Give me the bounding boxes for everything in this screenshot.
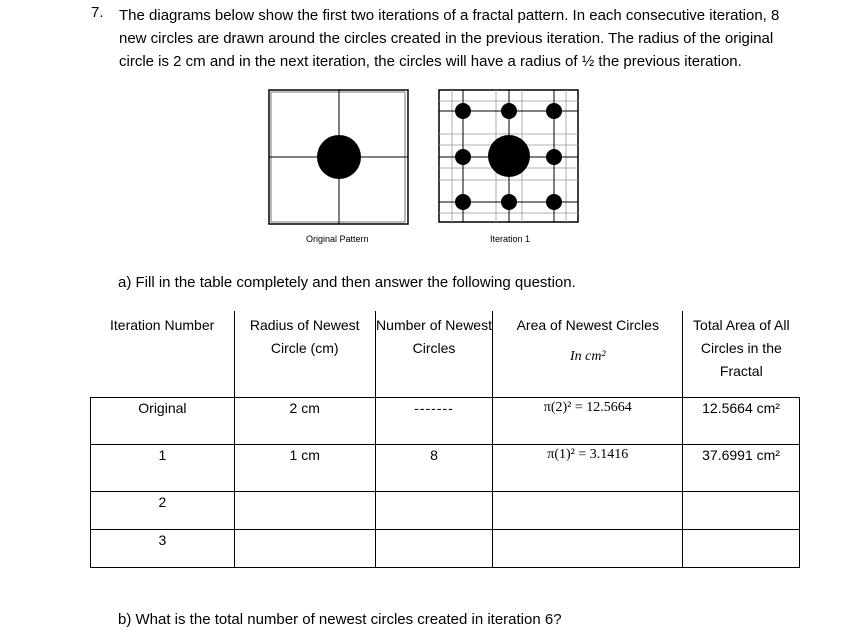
new-circle xyxy=(455,149,471,165)
header-total-area: Total Area of All Circles in the Fractal xyxy=(683,311,800,398)
header-radius: Radius of Newest Circle (cm) xyxy=(234,311,375,398)
cell-radius: 2 cm xyxy=(234,398,375,445)
original-circle xyxy=(488,135,530,177)
part-a-instruction: a) Fill in the table completely and then answer the following question. xyxy=(118,274,576,291)
iteration1-figure xyxy=(438,89,580,224)
cell-radius: 1 cm xyxy=(234,445,375,492)
cell-total[interactable] xyxy=(683,492,800,530)
question-text: The diagrams below show the first two iterations of a fractal pattern. In each consecutive iteration, 8 new circles are drawn around the circles created in the previous iteration. The radius of the original circle is 2 cm and in the next iteration, the circles will have a radius of ½ the previous iteration. xyxy=(119,7,780,70)
new-circle xyxy=(501,194,517,210)
new-circle xyxy=(546,149,562,165)
original-pattern-figure xyxy=(268,89,410,226)
part-b-question: b) What is the total number of newest circles created in iteration 6? xyxy=(118,611,562,628)
cell-iteration: 2 xyxy=(91,492,235,530)
cell-total: 37.6991 cm² xyxy=(683,445,800,492)
cell-radius[interactable] xyxy=(234,492,375,530)
header-iteration-number: Iteration Number xyxy=(91,311,235,398)
cell-area: π(2)² = 12.5664 xyxy=(493,398,683,445)
cell-count: ------- xyxy=(375,398,493,445)
cell-radius[interactable] xyxy=(234,530,375,568)
table-row xyxy=(91,530,800,568)
new-circle xyxy=(546,103,562,119)
cell-iteration: Original xyxy=(91,398,235,445)
cell-count[interactable] xyxy=(375,530,493,568)
table-row xyxy=(91,492,800,530)
cell-iteration: 1 xyxy=(91,445,235,492)
new-circle xyxy=(546,194,562,210)
table-header-row xyxy=(91,311,800,398)
original-circle xyxy=(317,135,361,179)
table-row xyxy=(91,445,800,492)
header-area-label: Area of Newest Circles xyxy=(516,317,659,333)
question-number: 7. xyxy=(91,4,104,21)
table-row xyxy=(91,398,800,445)
cell-count: 8 xyxy=(375,445,493,492)
header-area xyxy=(493,311,683,398)
header-area-unit: In cm² xyxy=(569,349,606,364)
cell-total[interactable] xyxy=(683,530,800,568)
header-number-of-circles: Number of Newest Circles xyxy=(375,311,493,398)
fractal-table xyxy=(90,311,800,568)
new-circle xyxy=(455,194,471,210)
cell-count[interactable] xyxy=(375,492,493,530)
cell-area[interactable] xyxy=(493,530,683,568)
original-pattern-caption: Original Pattern xyxy=(306,234,369,244)
cell-area: π(1)² = 3.1416 xyxy=(493,445,683,492)
cell-iteration: 3 xyxy=(91,530,235,568)
cell-total: 12.5664 cm² xyxy=(683,398,800,445)
iteration1-caption: Iteration 1 xyxy=(490,234,531,244)
new-circle xyxy=(501,103,517,119)
new-circle xyxy=(455,103,471,119)
cell-area[interactable] xyxy=(493,492,683,530)
